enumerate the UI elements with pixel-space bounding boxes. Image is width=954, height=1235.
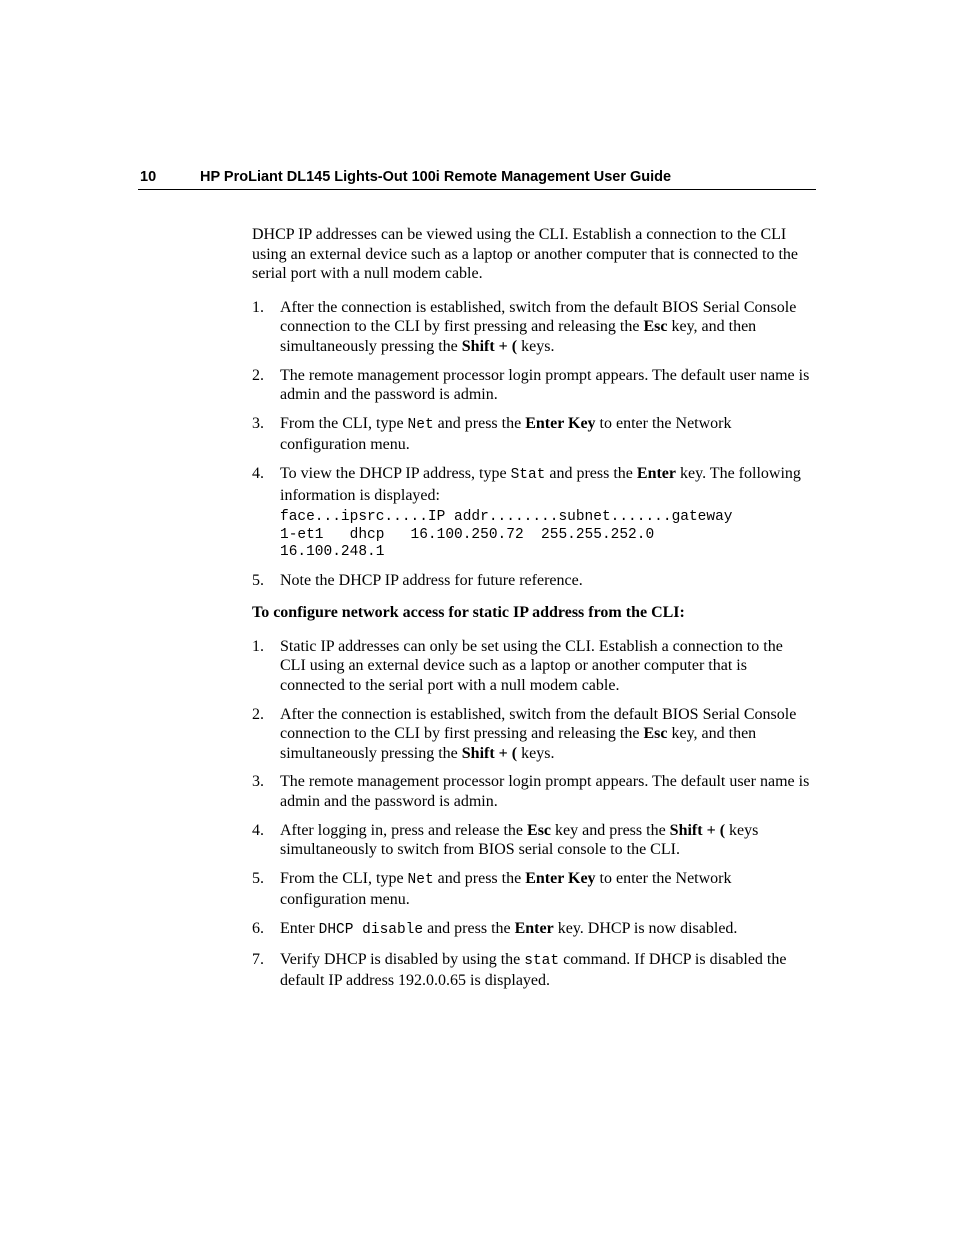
step-text: The remote management processor login prompt appears. The default user name is admin and the password is admin. <box>280 366 810 404</box>
step-text: After logging in, press and release the <box>280 821 528 839</box>
intro-paragraph: DHCP IP addresses can be viewed using the CLI. Establish a connection to the CLI using an external device such as a laptop or another computer that is connected to the serial port with a null modem cable. <box>252 226 799 283</box>
key-name: Enter <box>636 464 677 482</box>
step-number: 1. <box>252 637 264 655</box>
list-item <box>252 464 812 562</box>
list-item <box>252 821 812 860</box>
step-text: key, and then simultaneously pressing the <box>280 725 757 762</box>
page-body <box>252 225 812 1000</box>
cli-output-line: 16.100.248.1 <box>280 544 385 561</box>
dhcp-view-steps <box>252 298 812 590</box>
command-code: Stat <box>510 466 546 483</box>
step-text: keys. <box>517 744 555 762</box>
cli-output-line: 1-et1 dhcp 16.100.250.72 255.255.252.0 <box>280 526 655 543</box>
step-number: 5. <box>252 571 264 589</box>
step-number: 4. <box>252 821 264 839</box>
command-code: Net <box>407 871 434 888</box>
step-text: Enter <box>280 919 319 937</box>
command-code: DHCP disable <box>318 921 424 938</box>
step-text: After the connection is established, switch from the default BIOS Serial Console connection to the CLI by first pressing and releasing the <box>280 705 797 743</box>
command-code: stat <box>524 952 560 969</box>
step-number: 6. <box>252 919 264 937</box>
key-name: Esc <box>643 318 668 336</box>
step-text: keys. <box>517 337 555 355</box>
step-number: 3. <box>252 414 264 432</box>
step-text: key, and then simultaneously pressing the <box>280 318 757 355</box>
step-number: 4. <box>252 464 264 482</box>
list-item <box>252 869 812 910</box>
step-text: command. If DHCP is disabled the default IP address 192.0.0.65 is displayed. <box>280 950 787 990</box>
step-text: The remote management processor login prompt appears. The default user name is admin and the password is admin. <box>280 773 810 810</box>
step-text: and press the <box>545 464 637 482</box>
step-text: Static IP addresses can only be set using the CLI. Establish a connection to the CLI using an external device such as a laptop or another computer that is connected to the serial port with a null modem cable. <box>280 637 783 694</box>
step-number: 7. <box>252 950 264 968</box>
list-item <box>252 950 812 991</box>
step-text: to enter the Network configuration menu. <box>280 869 732 909</box>
list-item <box>252 366 812 405</box>
step-text: From the CLI, type <box>280 414 408 432</box>
step-number: 2. <box>252 705 264 723</box>
key-name: Shift + ( <box>461 337 518 355</box>
list-item <box>252 919 812 941</box>
page-header <box>138 168 816 190</box>
list-item <box>252 414 812 455</box>
step-number: 5. <box>252 869 264 887</box>
key-name: Esc <box>643 725 668 743</box>
list-item <box>252 637 812 696</box>
step-text: keys simultaneously to switch from BIOS serial console to the CLI. <box>280 821 759 859</box>
key-name: Enter Key <box>525 869 596 887</box>
step-number: 1. <box>252 298 264 316</box>
step-text: After the connection is established, switch from the default BIOS Serial Console connection to the CLI by first pressing and releasing the <box>280 298 797 336</box>
document-title: HP ProLiant DL145 Lights-Out 100i Remote Management User Guide <box>200 169 672 185</box>
section-heading: To configure network access for static IP address from the CLI: <box>252 604 685 622</box>
list-item <box>252 705 812 764</box>
list-item <box>252 298 812 357</box>
key-name: Shift + ( <box>461 744 518 762</box>
key-name: Esc <box>527 821 552 839</box>
step-text: and press the <box>423 919 515 937</box>
static-ip-steps <box>252 637 812 991</box>
step-text: key. The following information is displayed: <box>280 464 801 504</box>
page-number: 10 <box>140 169 157 185</box>
key-name: Enter <box>514 919 554 937</box>
key-name: Enter Key <box>525 414 596 432</box>
list-item <box>252 571 812 591</box>
cli-output-line: face...ipsrc.....IP addr........subnet.......gateway <box>280 509 733 526</box>
list-item <box>252 772 812 811</box>
step-text: to enter the Network configuration menu. <box>280 414 732 454</box>
step-text: To view the DHCP IP address, type <box>280 464 511 482</box>
step-text: Note the DHCP IP address for future reference. <box>280 571 583 589</box>
step-text: and press the <box>433 414 526 432</box>
step-text: Verify DHCP is disabled by using the <box>280 950 525 968</box>
command-code: Net <box>407 416 434 433</box>
step-text: key and press the <box>551 821 670 839</box>
step-number: 2. <box>252 366 264 384</box>
step-number: 3. <box>252 773 264 791</box>
cli-output <box>280 509 812 562</box>
step-text: From the CLI, type <box>280 869 408 887</box>
key-name: Shift + ( <box>669 821 726 839</box>
step-text: key. DHCP is now disabled. <box>553 919 738 937</box>
step-text: and press the <box>433 869 526 887</box>
